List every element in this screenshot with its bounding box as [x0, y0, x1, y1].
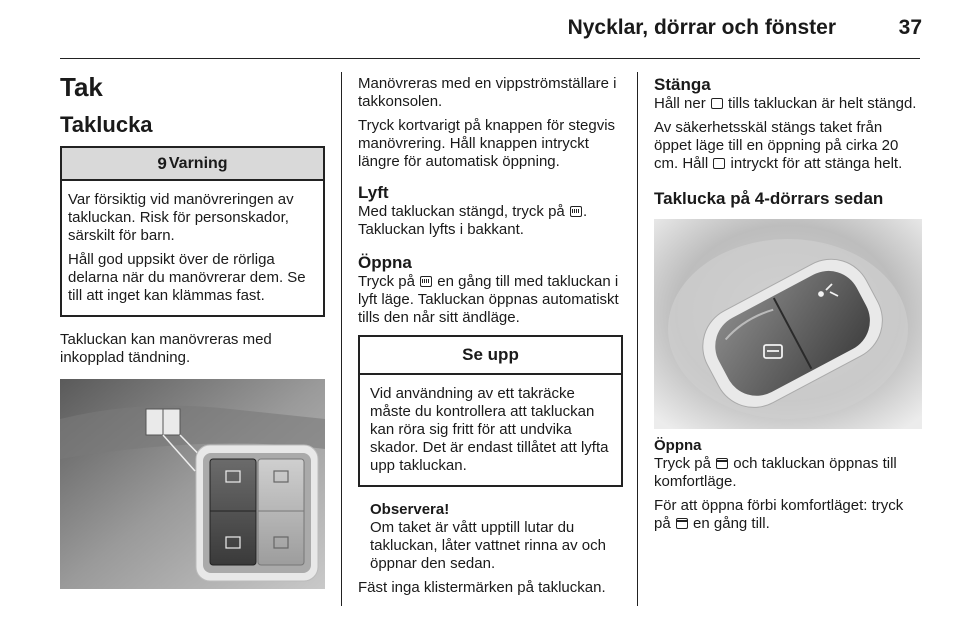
column-3 [654, 75, 922, 539]
warning-text: Var försiktig vid manövreringen av takluckan. Risk för personskador, särskilt för barn. [68, 191, 294, 244]
sedan-switch-illustration [654, 219, 922, 429]
lyft-text [358, 203, 623, 239]
caution-box [358, 335, 623, 487]
warning-title: Varning [168, 155, 228, 172]
oppna-heading-2: Öppna [654, 437, 702, 454]
open-roof-icon [716, 458, 728, 469]
lyft-heading: Lyft [358, 183, 389, 202]
stanga-text-pre: Håll ner [654, 95, 706, 112]
oppna-text-3 [654, 497, 922, 533]
oppna-text-2-post: och takluckan öppnas till komfortläge. [654, 455, 897, 490]
section-subtitle: Taklucka [60, 112, 153, 137]
page-header [0, 0, 960, 62]
section-title: Tak [60, 72, 103, 102]
stanga-text [654, 95, 922, 113]
caution-text: Vid användning av ett takräcke måste du kontrollera att takluckan kan röra sig fritt för att undvika skador. Det är endast tillåtet att lyfta upp takluckan. [370, 385, 609, 474]
note-block [358, 501, 623, 573]
body-text: Takluckan kan manövreras med inkopplad tändning. [60, 331, 272, 366]
warning-box [60, 146, 325, 317]
column-1 [60, 72, 325, 589]
column-2 [358, 75, 623, 603]
warning-text: Håll god uppsikt över de rörliga delarna när du manövrerar dem. Se till att inget kan klämmas fast. [68, 251, 306, 304]
column-divider [341, 72, 342, 606]
oppna-text-2-pre: Tryck på [654, 455, 711, 472]
warning-heading [62, 148, 323, 181]
caution-heading: Se upp [360, 337, 621, 375]
lyft-text-post: . Takluckan lyfts i bakkant. [358, 203, 588, 238]
body-text: Fäst inga klistermärken på takluckan. [358, 579, 606, 596]
stanga-text-2 [654, 119, 922, 173]
sedan-heading: Taklucka på 4-dörrars sedan [654, 189, 884, 208]
close-roof-icon [711, 98, 723, 109]
stanga-heading: Stänga [654, 75, 711, 94]
lyft-text-pre: Med takluckan stängd, tryck på [358, 203, 565, 220]
open-roof-icon [676, 518, 688, 529]
body-text: Tryck kortvarigt på knappen för stegvis manövrering. Håll knappen intryckt längre för automatisk öppning. [358, 117, 616, 170]
stanga-text-2-pre: Av säkerhetsskäl stängs taket från öppet läge till en öppning på cirka 20 cm. Håll [654, 119, 899, 172]
oppna-text-3-pre: För att öppna förbi komfortläget: tryck på [654, 497, 904, 532]
oppna-heading: Öppna [358, 253, 412, 272]
body-text: Manövreras med en vippströmställare i takkonsolen. [358, 75, 617, 110]
tilt-icon [420, 276, 432, 287]
oppna-text [358, 273, 623, 327]
header-title: Nycklar, dörrar och fönster [567, 16, 836, 39]
oppna-text-pre: Tryck på [358, 273, 415, 290]
column-divider [637, 72, 638, 606]
tilt-icon [570, 206, 582, 217]
roof-console-drawing [60, 379, 325, 589]
note-text: Om taket är vått upptill lutar du takluckan, låter vattnet rinna av och öppnar den sedan. [370, 519, 606, 572]
page-number: 37 [898, 16, 922, 39]
warning-icon: 9 [157, 154, 167, 173]
stanga-text-2-post: intryckt för att stänga helt. [730, 155, 903, 172]
sedan-switch-drawing [654, 219, 922, 429]
header-rule [60, 58, 920, 59]
close-roof-icon [713, 158, 725, 169]
stanga-text-post: tills takluckan är helt stängd. [728, 95, 917, 112]
oppna-text-2 [654, 455, 922, 491]
roof-console-illustration [60, 379, 325, 589]
oppna-text-3-post: en gång till. [693, 515, 770, 532]
note-heading: Observera! [370, 501, 450, 518]
oppna-text-post: en gång till med takluckan i lyft läge. Takluckan öppnas automatiskt tills den når sitt ändläge. [358, 273, 619, 326]
